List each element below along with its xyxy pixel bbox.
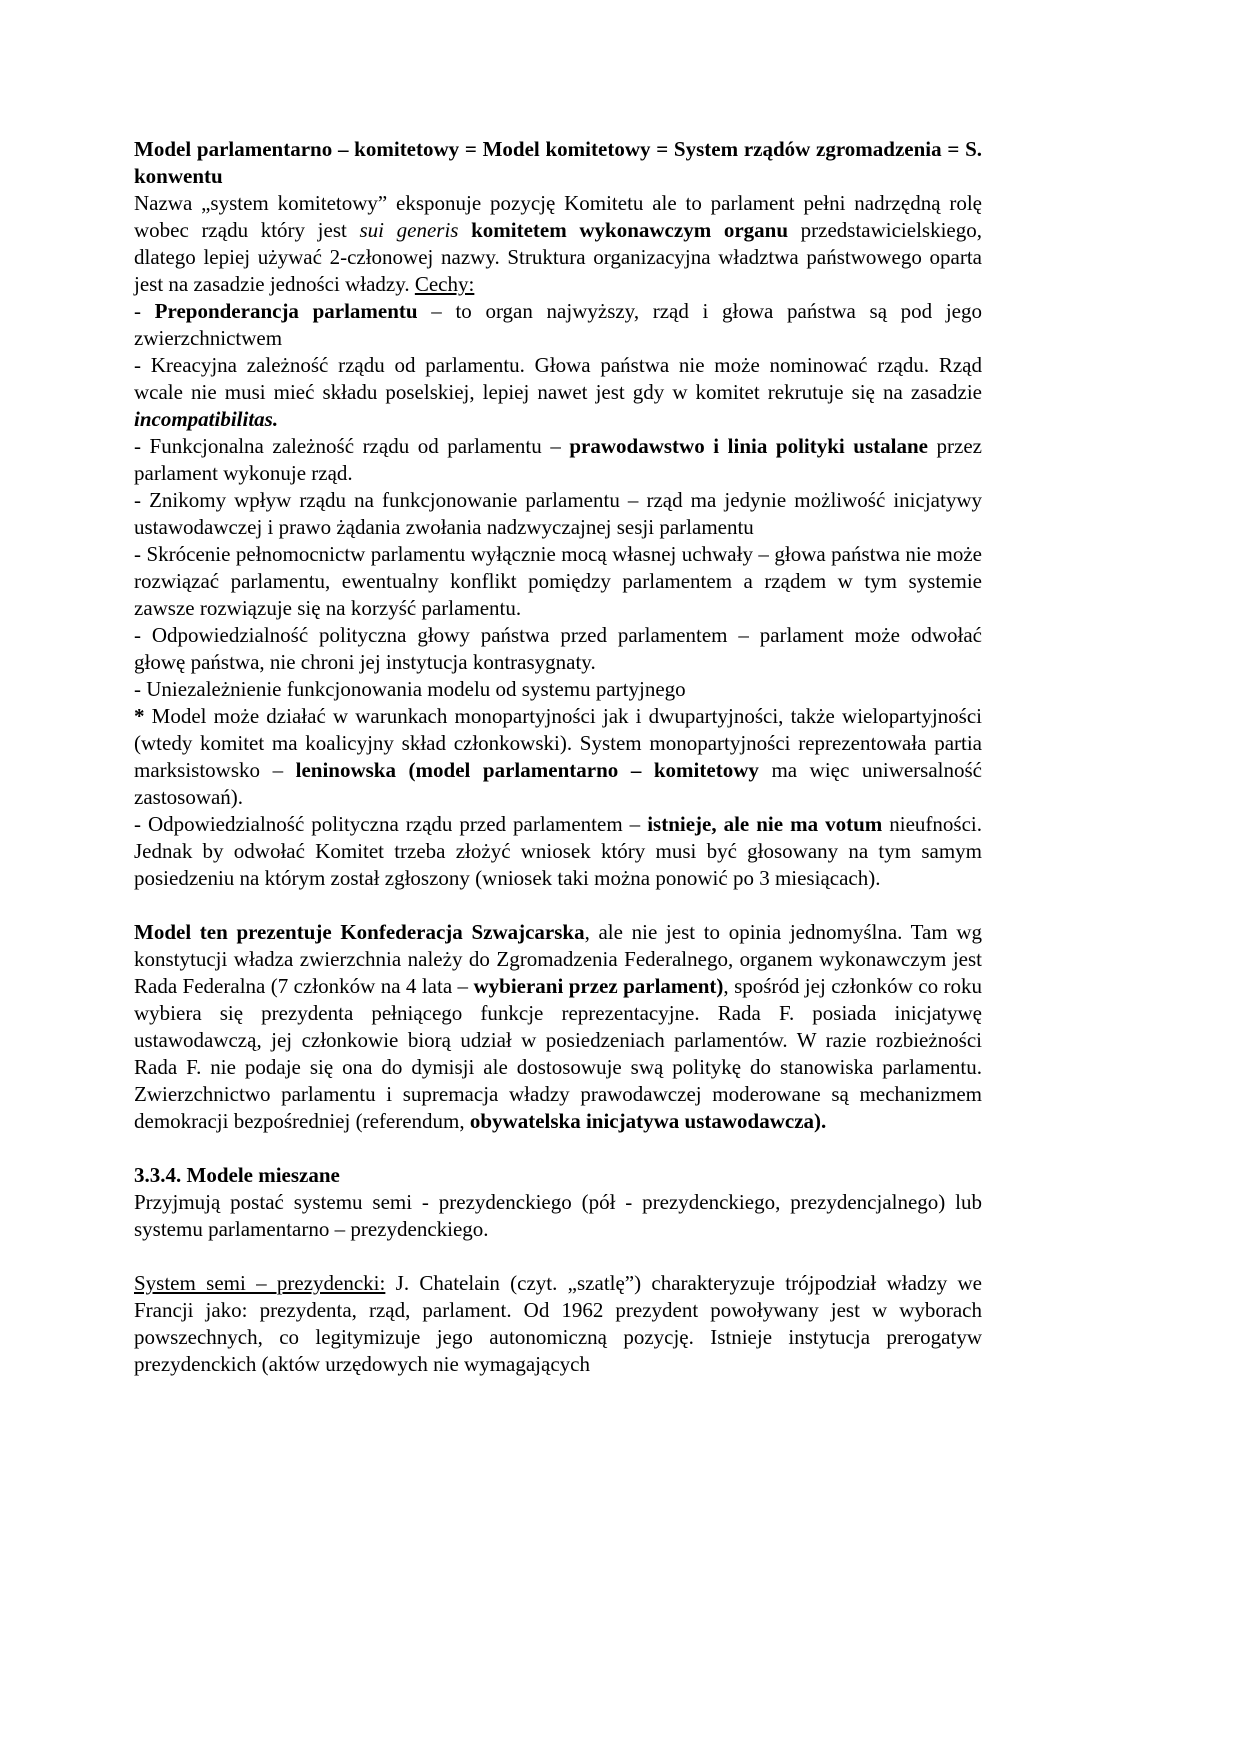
- text-run: - Odpowiedzialność polityczna głowy państwa przed parlamentem – parlament może odwołać głowę państwa, nie chroni jej instytucja kontrasygnaty.: [134, 623, 982, 674]
- text-run: nieufności. Jednak by odwołać Komitet trzeba złożyć wniosek który musi być głosowany na tym samym posiedzeniu na którym został zgłoszony (wniosek taki można ponowić po 3 miesiącach).: [134, 812, 982, 890]
- text-run: Preponderancja parlamentu: [154, 299, 418, 323]
- text-run: leninowska (model parlamentarno – komitetowy: [295, 758, 759, 782]
- text-run: incompatibilitas.: [134, 407, 279, 431]
- heading: [134, 1162, 982, 1189]
- text-run: obywatelska inicjatywa ustawodawcza).: [469, 1109, 827, 1133]
- text-run: Nazwa „system komitetowy” eksponuje pozycję Komitetu ale to parlament pełni nadrzędną rolę wobec rządu który jest: [134, 191, 982, 242]
- text-run: Model może działać w warunkach monopartyjności jak i dwupartyjności, także wielopartyjności (wtedy komitet ma koalicyjny skład członkowski). System monopartyjności reprezentowała partia marksistowsko –: [134, 704, 982, 782]
- text-run: Cechy:: [414, 272, 475, 296]
- text-run: System semi – prezydencki:: [134, 1271, 386, 1295]
- list-item: [134, 703, 982, 811]
- list-item: [134, 541, 982, 622]
- text-run: - Znikomy wpływ rządu na funkcjonowanie parlamentu – rząd ma jedynie możliwość inicjatywy ustawodawczej i prawo żądania zwołania nadzwyczajnej sesji parlamentu: [134, 488, 982, 539]
- text-run: przedstawicielskiego, dlatego lepiej używać 2-członowej nazwy. Struktura organizacyjna władztwa państwowego oparta jest na zasadzie jedności władzy.: [134, 218, 982, 296]
- text-run: [458, 218, 471, 242]
- text-run: Przyjmują postać systemu semi - prezydenckiego (pół - prezydenckiego, prezydencjalnego) lub systemu parlamentarno – prezydenckiego.: [134, 1190, 982, 1241]
- text-run: , spośród jej członków co roku wybiera się prezydenta pełniącego funkcje reprezentacyjne. Rada F. posiada inicjatywę ustawodawczą, jej członkowie biorą udział w posiedzeniach parlamentów. W razie rozbieżności Rada F. nie podaje się ona do dymisji ale dostosowuje swą politykę do stanowiska parlamentu. Zwierzchnictwo parlamentu i supremacja władzy prawodawczej moderowane są mechanizmem demokracji bezpośredniej (referendum,: [134, 974, 982, 1133]
- document-body: [134, 136, 982, 1378]
- text-run: sui generis: [359, 218, 459, 242]
- list-item: [134, 352, 982, 433]
- list-item: [134, 433, 982, 487]
- list-item: [134, 811, 982, 892]
- list-item: [134, 487, 982, 541]
- heading: [134, 136, 982, 190]
- text-run: J. Chatelain (czyt. „szatlę”) charakteryzuje trójpodział władzy we Francji jako: prezydenta, rząd, parlament. Od 1962 prezydent powoływany jest w wyborach powszechnych, co legitymizuje jego autonomiczną pozycję. Istnieje instytucja prerogatyw prezydenckich (aktów urzędowych nie wymagających: [134, 1271, 983, 1376]
- text-run: -: [134, 299, 155, 323]
- text-run: Model parlamentarno – komitetowy = Model komitetowy = System rządów zgromadzenia = S. konwentu: [134, 137, 982, 188]
- text-run: przez parlament wykonuje rząd.: [134, 434, 982, 485]
- text-run: istnieje, ale nie ma votum: [647, 812, 883, 836]
- text-run: , ale nie jest to opinia jednomyślna. Tam wg konstytucji władza zwierzchnia należy do Zgromadzenia Federalnego, organem wykonawczym jest Rada Federalna (7 członków na 4 lata –: [134, 920, 982, 998]
- text-run: - Odpowiedzialność polityczna rządu przed parlamentem –: [134, 812, 648, 836]
- list-item: [134, 676, 982, 703]
- text-run: *: [134, 704, 152, 728]
- text-run: - Skrócenie pełnomocnictw parlamentu wyłącznie mocą własnej uchwały – głowa państwa nie może rozwiązać parlamentu, ewentualny konflikt pomiędzy parlamentem a rządem w tym systemie zawsze rozwiązuje się na korzyść parlamentu.: [134, 542, 982, 620]
- text-run: 3.3.4. Modele mieszane: [134, 1163, 340, 1187]
- paragraph: [134, 919, 982, 1135]
- text-run: - Uniezależnienie funkcjonowania modelu od systemu partyjnego: [134, 677, 686, 701]
- text-run: Model ten prezentuje Konfederacja Szwajcarska: [134, 920, 585, 944]
- list-item: [134, 622, 982, 676]
- text-run: prawodawstwo i linia polityki ustalane: [569, 434, 928, 458]
- paragraph: [134, 190, 982, 298]
- text-run: - Kreacyjna zależność rządu od parlamentu. Głowa państwa nie może nominować rządu. Rząd wcale nie musi mieć składu poselskiej, lepiej nawet jest gdy w komitet rekrutuje się na zasadzie: [134, 353, 982, 404]
- text-run: wybierani przez parlament): [473, 974, 724, 998]
- paragraph: [134, 1270, 982, 1378]
- text-run: komitetem wykonawczym organu: [471, 218, 788, 242]
- text-run: ma więc uniwersalność zastosowań).: [134, 758, 982, 809]
- text-run: – to organ najwyższy, rząd i głowa państwa są pod jego zwierzchnictwem: [134, 299, 983, 350]
- text-run: - Funkcjonalna zależność rządu od parlamentu –: [134, 434, 570, 458]
- paragraph: [134, 1189, 982, 1243]
- list-item: [134, 298, 982, 352]
